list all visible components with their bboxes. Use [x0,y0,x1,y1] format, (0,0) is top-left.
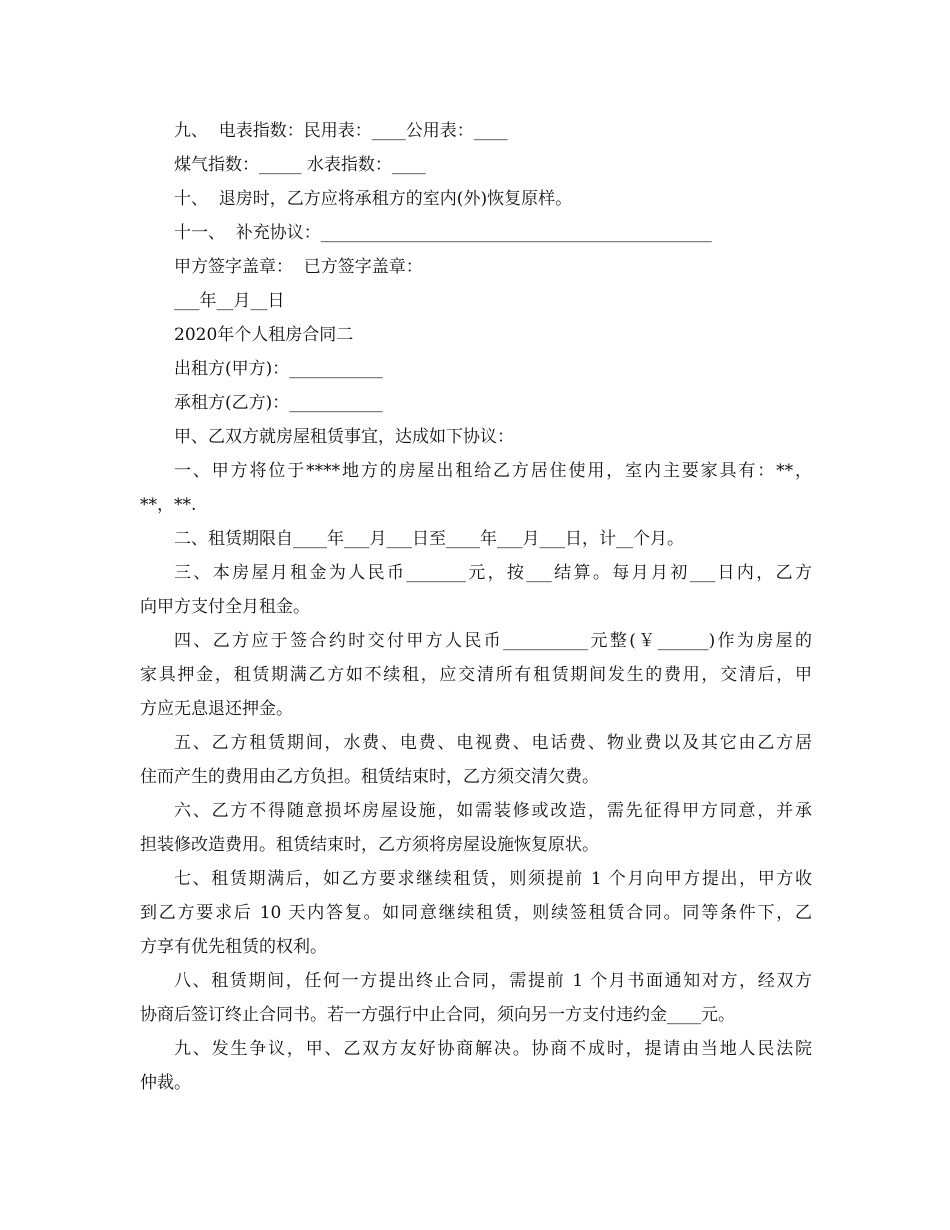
clause-row: 七、租赁期满后，如乙方要求继续租赁，则须提前 1 个月向甲方提出，甲方收 [174,869,812,889]
clause-row: 八、租赁期间，任何一方提出终止合同，需提前 1 个月书面通知对方，经双方 [174,971,812,991]
clause-nine [140,1037,812,1105]
lessee-field: 承租方(乙方)：___________ [174,393,383,413]
clause-ten-move-out: 十、 退房时，乙方应将承租方的室内(外)恢复原样。 [174,189,573,209]
clause-four [140,629,812,731]
clause-row: 九、发生争议，甲、乙双方友好协商解决。协商不成时，提请由当地人民法院 [174,1039,812,1059]
clause-two [140,527,812,561]
clause-eight [140,969,812,1037]
signature-line: 甲方签字盖章： 已方签字盖章： [174,257,423,277]
clause-row: 三、本房屋月租金为人民币_______元，按___结算。每月月初___日内，乙方 [174,563,812,583]
clause-eleven-supplement: 十一、 补充协议：______________________________________________ [174,223,712,243]
clause-row: 向甲方支付全月租金。 [140,597,310,617]
clause-row: 担装修改造费用。租赁结束时，乙方须将房屋设施恢复原状。 [140,835,599,855]
meter-readings-electric: 九、 电表指数：民用表：____公用表：____ [174,121,508,141]
clause-row: 方应无息退还押金。 [140,699,293,719]
clause-row: 二、租赁期限自____年___月___日至____年___月___日，计__个月。 [174,529,684,549]
date-line: ___年__月__日 [174,291,285,311]
clause-row: 五、乙方租赁期间，水费、电费、电视费、电话费、物业费以及其它由乙方居 [174,733,812,753]
clause-row: **，**. [140,495,197,515]
clause-row: 家具押金，租赁期满乙方如不续租，应交清所有租赁期间发生的费用，交清后，甲 [140,665,812,685]
lessor-field: 出租方(甲方)：___________ [174,359,383,379]
clause-row: 仲裁。 [140,1073,191,1093]
clause-seven [140,867,812,969]
clause-row: 到乙方要求后 10 天内答复。如同意继续租赁，则续签租赁合同。同等条件下，乙 [140,903,812,923]
clause-one [140,459,812,527]
clause-row: 六、乙方不得随意损坏房屋设施，如需装修或改造，需先征得甲方同意，并承 [174,801,812,821]
meter-readings-gas-water: 煤气指数：_____ 水表指数：____ [174,155,426,175]
clause-five [140,731,812,799]
clause-row: 方享有优先租赁的权利。 [140,937,327,957]
agreement-intro: 甲、乙双方就房屋租赁事宜，达成如下协议： [174,427,514,447]
clause-row: 四、乙方应于签合约时交付甲方人民币__________元整(￥______)作为房屋的 [174,631,812,651]
clause-row: 协商后签订终止合同书。若一方强行中止合同，须向另一方支付违约金____元。 [140,1005,735,1025]
clause-row: 一、甲方将位于****地方的房屋出租给乙方居住使用，室内主要家具有：**， [174,461,812,481]
clause-three [140,561,812,629]
contract-two-title: 2020年个人租房合同二 [174,325,354,345]
clause-six [140,799,812,867]
clause-row: 住而产生的费用由乙方负担。租赁结束时，乙方须交清欠费。 [140,767,599,787]
